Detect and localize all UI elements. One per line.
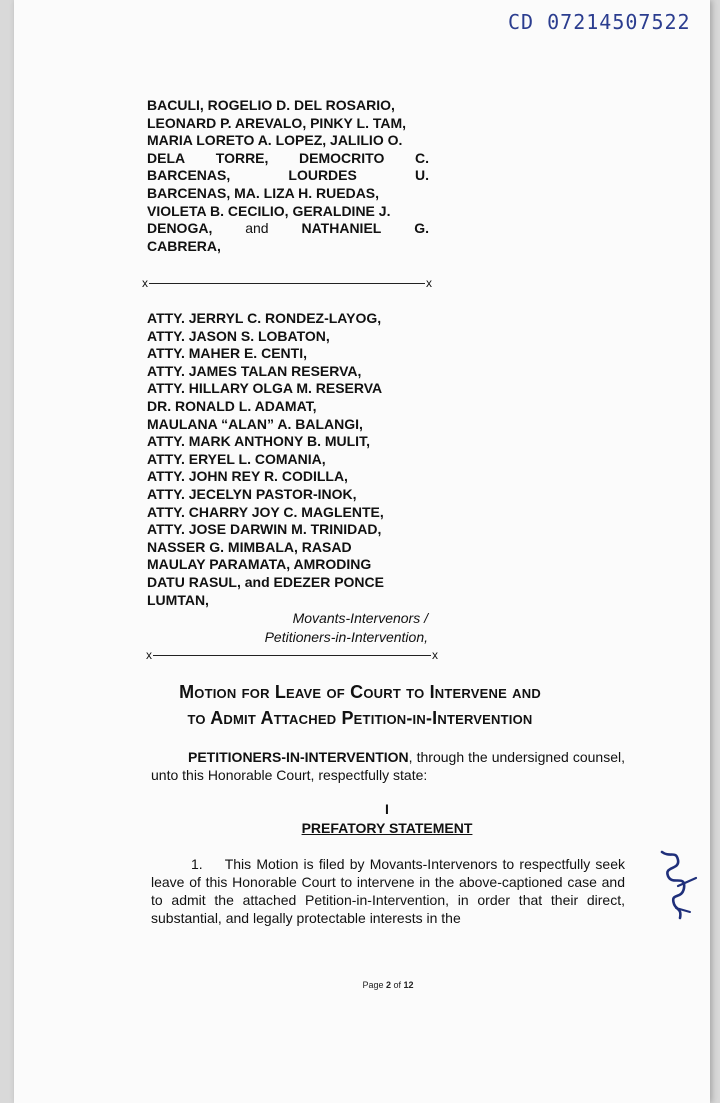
separator-rule — [153, 655, 431, 656]
separator-x-left: x — [146, 648, 152, 662]
separator-x-left: x — [142, 276, 148, 290]
intervenor-line: ATTY. HILLARY OLGA M. RESERVA — [147, 380, 383, 397]
intervenor-line: LUMTAN, — [147, 591, 209, 608]
caption-separator-2 — [146, 648, 438, 662]
word: DENOGA, — [147, 220, 213, 237]
role-line: Movants-Intervenors / — [292, 610, 428, 626]
party-line: BARCENAS, MA. LIZA H. RUEDAS, — [147, 184, 380, 201]
parties-top-block — [147, 97, 429, 255]
caption-separator — [142, 276, 432, 290]
intervenor-line: DATU RASUL, and EDEZER PONCE — [147, 573, 384, 590]
intervenors-block — [147, 310, 447, 609]
party-line: BACULI, ROGELIO D. DEL ROSARIO, — [147, 97, 395, 113]
intervenor-line: ATTY. CHARRY JOY C. MAGLENTE, — [147, 503, 384, 520]
intervenor-line: ATTY. JECELYN PASTOR-INOK, — [147, 485, 357, 502]
intervenor-line: ATTY. JOSE DARWIN M. TRINIDAD, — [147, 521, 382, 538]
separator-x-right: x — [426, 276, 432, 290]
word: NATHANIEL — [301, 220, 382, 237]
separator-x-right: x — [432, 648, 438, 662]
section-number: I — [385, 801, 389, 817]
word: C. — [415, 149, 429, 166]
party-line: VIOLETA B. CECILIO, GERALDINE J. — [147, 202, 391, 219]
role-line: Petitioners-in-Intervention, — [264, 629, 428, 645]
motion-title — [0, 679, 720, 731]
intervenor-line: ATTY. ERYEL L. COMANIA, — [147, 450, 326, 467]
footer-current-page: 2 — [385, 980, 391, 990]
intervenor-line: ATTY. JASON S. LOBATON, — [147, 327, 330, 344]
intervenor-line: DR. RONALD L. ADAMAT, — [147, 397, 317, 414]
word: U. — [415, 167, 429, 184]
paragraph-1 — [151, 855, 625, 927]
intervenor-line: ATTY. JOHN REY R. CODILLA, — [147, 468, 348, 485]
intervenor-line: MAULAY PARAMATA, AMRODING — [147, 556, 372, 573]
footer-of: of — [391, 980, 404, 990]
party-line-justified — [147, 167, 429, 185]
party-line: CABRERA, — [147, 237, 221, 254]
party-line-justified — [147, 150, 429, 168]
intervenor-line: ATTY. MAHER E. CENTI, — [147, 345, 307, 362]
separator-rule — [149, 283, 425, 284]
party-line: LEONARD P. AREVALO, PINKY L. TAM, — [147, 114, 407, 131]
section-title: PREFATORY STATEMENT — [301, 820, 473, 836]
title-line: Motion for Leave of Court to Intervene and — [179, 682, 541, 702]
signature-mark — [656, 848, 702, 922]
intervenor-line: ATTY. MARK ANTHONY B. MULIT, — [147, 433, 370, 450]
word: G. — [414, 220, 429, 237]
footer-total-pages: 12 — [403, 980, 414, 990]
intervenor-line: MAULANA “ALAN” A. BALANGI, — [147, 415, 363, 432]
party-line-justified — [147, 220, 429, 238]
party-roles — [240, 609, 428, 647]
handwritten-case-number: CD 07214507522 — [508, 10, 691, 34]
paragraph-number: 1. — [191, 856, 203, 872]
word: BARCENAS, — [147, 167, 231, 184]
word: DEMOCRITO — [299, 149, 385, 166]
intro-paragraph — [151, 748, 625, 784]
intro-text: , through the undersigned counsel, unto this Honorable Court, respectfully state: — [151, 749, 625, 783]
word: TORRE, — [215, 149, 269, 166]
page-footer — [0, 980, 720, 990]
intro-bold: PETITIONERS-IN-INTERVENTION — [188, 749, 409, 765]
paragraph-text: This Motion is filed by Movants-Intervenors to respectfully seek leave of this Honorable Court to intervene in the above-captioned case and to admit the attached Petition-in-Intervention, in order that their direct, substantial, and legally protectable interests in the — [151, 856, 625, 926]
intervenor-line: NASSER G. MIMBALA, RASAD — [147, 538, 352, 555]
intervenor-line: ATTY. JERRYL C. RONDEZ-LAYOG, — [147, 310, 382, 326]
footer-prefix: Page — [362, 980, 386, 990]
intervenor-line: ATTY. JAMES TALAN RESERVA, — [147, 362, 362, 379]
title-line: to Admit Attached Petition-in-Intervention — [187, 708, 533, 728]
word: LOURDES — [288, 167, 357, 184]
word: DELA — [147, 149, 186, 166]
party-line: MARIA LORETO A. LOPEZ, JALILIO O. — [147, 132, 403, 149]
word: and — [245, 220, 269, 237]
